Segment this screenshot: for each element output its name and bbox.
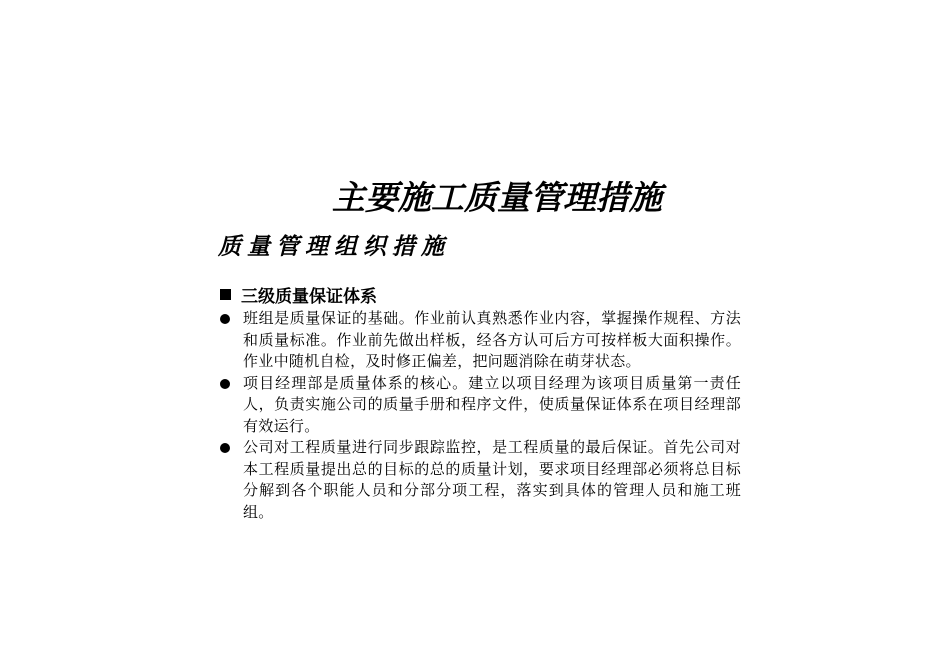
list-item [218,437,741,523]
quality-system-section [218,282,748,523]
bullet-list [218,308,748,523]
page-title: 主要施工质量管理措施 [332,178,662,217]
black-dot-icon [220,314,230,324]
section-subtitle: 质量管理组织措施 [218,233,450,260]
black-dot-icon [220,379,230,389]
list-item [218,308,741,373]
section-heading-text: 三级质量保证体系 [241,286,377,307]
section-heading [218,282,748,306]
list-item-text: 公司对工程质量进行同步跟踪监控，是工程质量的最后保证。首先公司对本工程质量提出总的目标的总的质量计划，要求项目经理部必须将总目标分解到各个职能人员和分部分项工程，落实到具体的管理人员和施工班组。 [243,438,741,521]
black-dot-icon [220,443,230,453]
list-item-text: 项目经理部是质量体系的核心。建立以项目经理为该项目质量第一责任人，负责实施公司的质量手册和程序文件，使质量保证体系在项目经理部有效运行。 [243,373,741,435]
black-square-icon [220,289,231,300]
list-item [218,373,741,438]
list-item-text: 班组是质量保证的基础。作业前认真熟悉作业内容，掌握操作规程、方法和质量标准。作业前先做出样板，经各方认可后方可按样板大面积操作。作业中随机自检，及时修正偏差，把问题消除在萌芽状态。 [243,309,741,370]
